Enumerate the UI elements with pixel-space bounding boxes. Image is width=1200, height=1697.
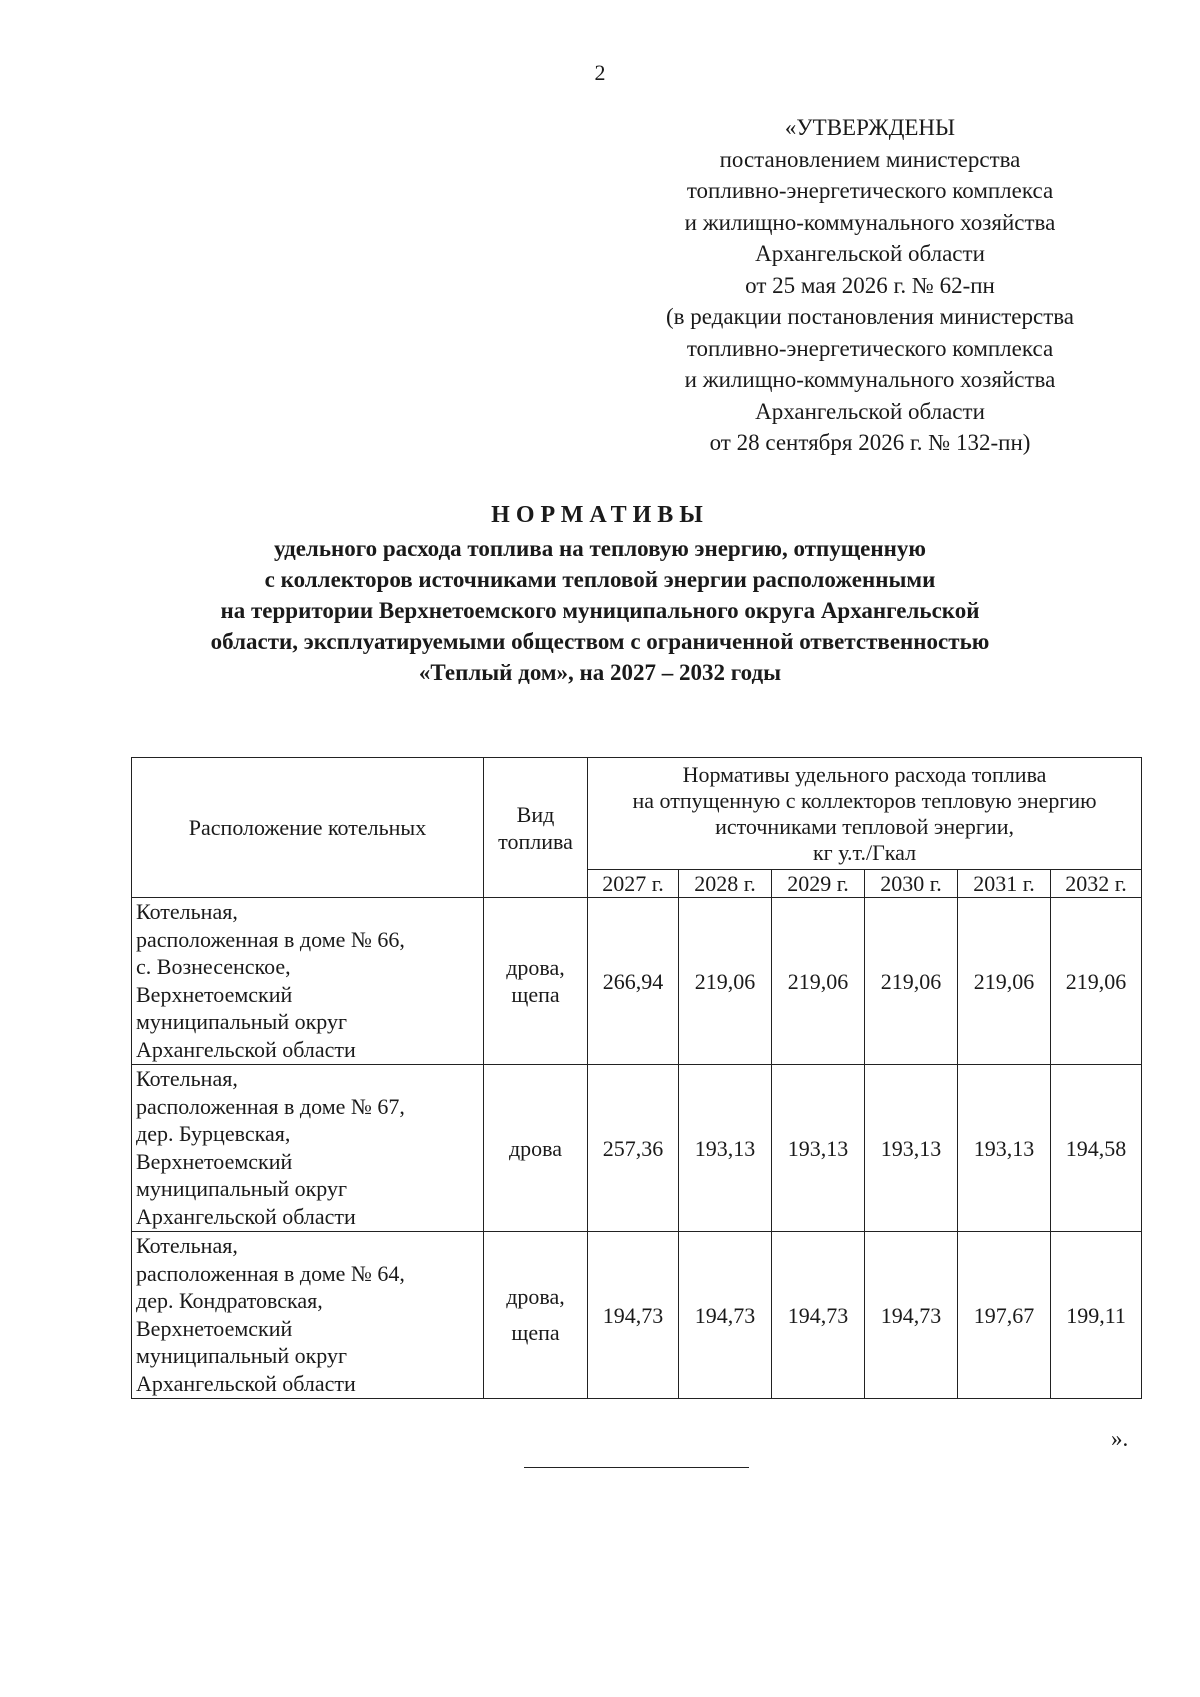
- norm-value: 219,06: [679, 898, 772, 1065]
- norm-value: 219,06: [1051, 898, 1142, 1065]
- norm-value: 194,58: [1051, 1065, 1142, 1232]
- header-norms-line: кг у.т./Гкал: [812, 839, 917, 865]
- location-line: муниципальный округ: [136, 1009, 348, 1034]
- location-line: Архангельской области: [136, 1370, 356, 1396]
- header-fuel-line: топлива: [498, 828, 573, 854]
- norm-value: 199,11: [1051, 1232, 1142, 1399]
- approval-line: и жилищно-коммунального хозяйства: [684, 367, 1056, 392]
- boiler-location: [132, 898, 484, 1065]
- norms-table: [131, 757, 1142, 1399]
- norm-value: 194,73: [865, 1232, 958, 1399]
- approval-line: (в редакции постановления министерства: [665, 304, 1075, 329]
- fuel-type: [484, 898, 588, 1065]
- header-year: 2032 г.: [1051, 870, 1142, 898]
- boiler-location: [132, 1065, 484, 1232]
- header-location: Расположение котельных: [132, 758, 484, 898]
- title-line: области, эксплуатируемыми обществом с ограниченной ответственностью: [210, 629, 990, 654]
- approval-line: топливно-энергетического комплекса: [686, 178, 1054, 203]
- location-line: Верхнетоемский: [136, 1315, 293, 1341]
- approval-line: от 28 сентября 2026 г. № 132-пн): [709, 430, 1031, 455]
- title-line: с коллекторов источниками тепловой энергии расположенными: [264, 567, 936, 592]
- norm-value: 266,94: [588, 898, 679, 1065]
- closing-quote: ».: [1111, 1426, 1129, 1451]
- boiler-location: [132, 1232, 484, 1399]
- location-line: Архангельской области: [136, 1203, 356, 1229]
- norm-value: 193,13: [958, 1065, 1051, 1232]
- header-norms-line: источниками тепловой энергии,: [715, 813, 1014, 839]
- fuel-line: щепа: [511, 982, 560, 1007]
- fuel-line: дрова,: [506, 1284, 565, 1309]
- header-fuel-line: Вид: [516, 801, 555, 827]
- header-norms: [588, 758, 1142, 870]
- fuel-type: [484, 1065, 588, 1232]
- location-line: Верхнетоемский: [136, 1148, 293, 1174]
- approval-block: [600, 112, 1140, 459]
- norm-value: 197,67: [958, 1232, 1051, 1399]
- fuel-line: щепа: [511, 1320, 560, 1345]
- location-line: Верхнетоемский: [136, 981, 293, 1007]
- norm-value: 193,13: [865, 1065, 958, 1232]
- norm-value: 257,36: [588, 1065, 679, 1232]
- location-line: расположенная в доме № 66,: [136, 926, 405, 952]
- header-norms-line: Нормативы удельного расхода топлива: [682, 761, 1047, 787]
- approval-line: Архангельской области: [755, 398, 985, 424]
- title-line: «Теплый дом», на 2027 – 2032 годы: [418, 660, 782, 685]
- location-line: Котельная,: [136, 1066, 238, 1091]
- document-title: [140, 500, 1060, 688]
- title-heading: НОРМАТИВЫ: [491, 502, 709, 528]
- location-line: с. Вознесенское,: [136, 954, 291, 979]
- norm-value: 219,06: [958, 898, 1051, 1065]
- location-line: дер. Кондратовская,: [136, 1288, 323, 1313]
- end-rule: [524, 1467, 749, 1468]
- header-year: 2029 г.: [772, 870, 865, 898]
- fuel-line: дрова: [508, 1135, 563, 1161]
- norm-value: 219,06: [865, 898, 958, 1065]
- norm-value: 193,13: [772, 1065, 865, 1232]
- location-line: Котельная,: [136, 1233, 238, 1258]
- table-row: [132, 1232, 1142, 1399]
- header-year: 2031 г.: [958, 870, 1051, 898]
- approval-line: от 25 мая 2026 г. № 62-пн: [745, 272, 995, 298]
- table-row: [132, 898, 1142, 1065]
- location-line: Архангельской области: [136, 1036, 356, 1062]
- norm-value: 194,73: [772, 1232, 865, 1399]
- location-line: муниципальный округ: [136, 1343, 348, 1368]
- header-year: 2027 г.: [588, 870, 679, 898]
- approval-line: и жилищно-коммунального хозяйства: [684, 209, 1056, 235]
- norm-value: 194,73: [679, 1232, 772, 1399]
- approval-line: Архангельской области: [755, 241, 985, 266]
- fuel-type: [484, 1232, 588, 1399]
- header-fuel-type: [484, 758, 588, 898]
- approval-line: постановлением министерства: [719, 146, 1021, 172]
- norm-value: 194,73: [588, 1232, 679, 1399]
- location-line: расположенная в доме № 67,: [136, 1093, 405, 1119]
- header-norms-line: на отпущенную с коллекторов тепловую энергию: [632, 787, 1097, 813]
- approval-line: «УТВЕРЖДЕНЫ: [784, 115, 956, 140]
- page-number: 2: [594, 60, 606, 85]
- location-line: муниципальный округ: [136, 1176, 348, 1201]
- table-row: [132, 1065, 1142, 1232]
- approval-line: топливно-энергетического комплекса: [686, 335, 1054, 361]
- fuel-line: дрова,: [506, 955, 565, 980]
- header-year: 2030 г.: [865, 870, 958, 898]
- location-line: расположенная в доме № 64,: [136, 1260, 405, 1286]
- location-line: дер. Бурцевская,: [136, 1121, 291, 1146]
- norm-value: 219,06: [772, 898, 865, 1065]
- title-line: на территории Верхнетоемского муниципального округа Архангельской: [220, 598, 980, 623]
- title-line: удельного расхода топлива на тепловую энергию, отпущенную: [274, 536, 926, 561]
- header-year: 2028 г.: [679, 870, 772, 898]
- location-line: Котельная,: [136, 899, 238, 924]
- norm-value: 193,13: [679, 1065, 772, 1232]
